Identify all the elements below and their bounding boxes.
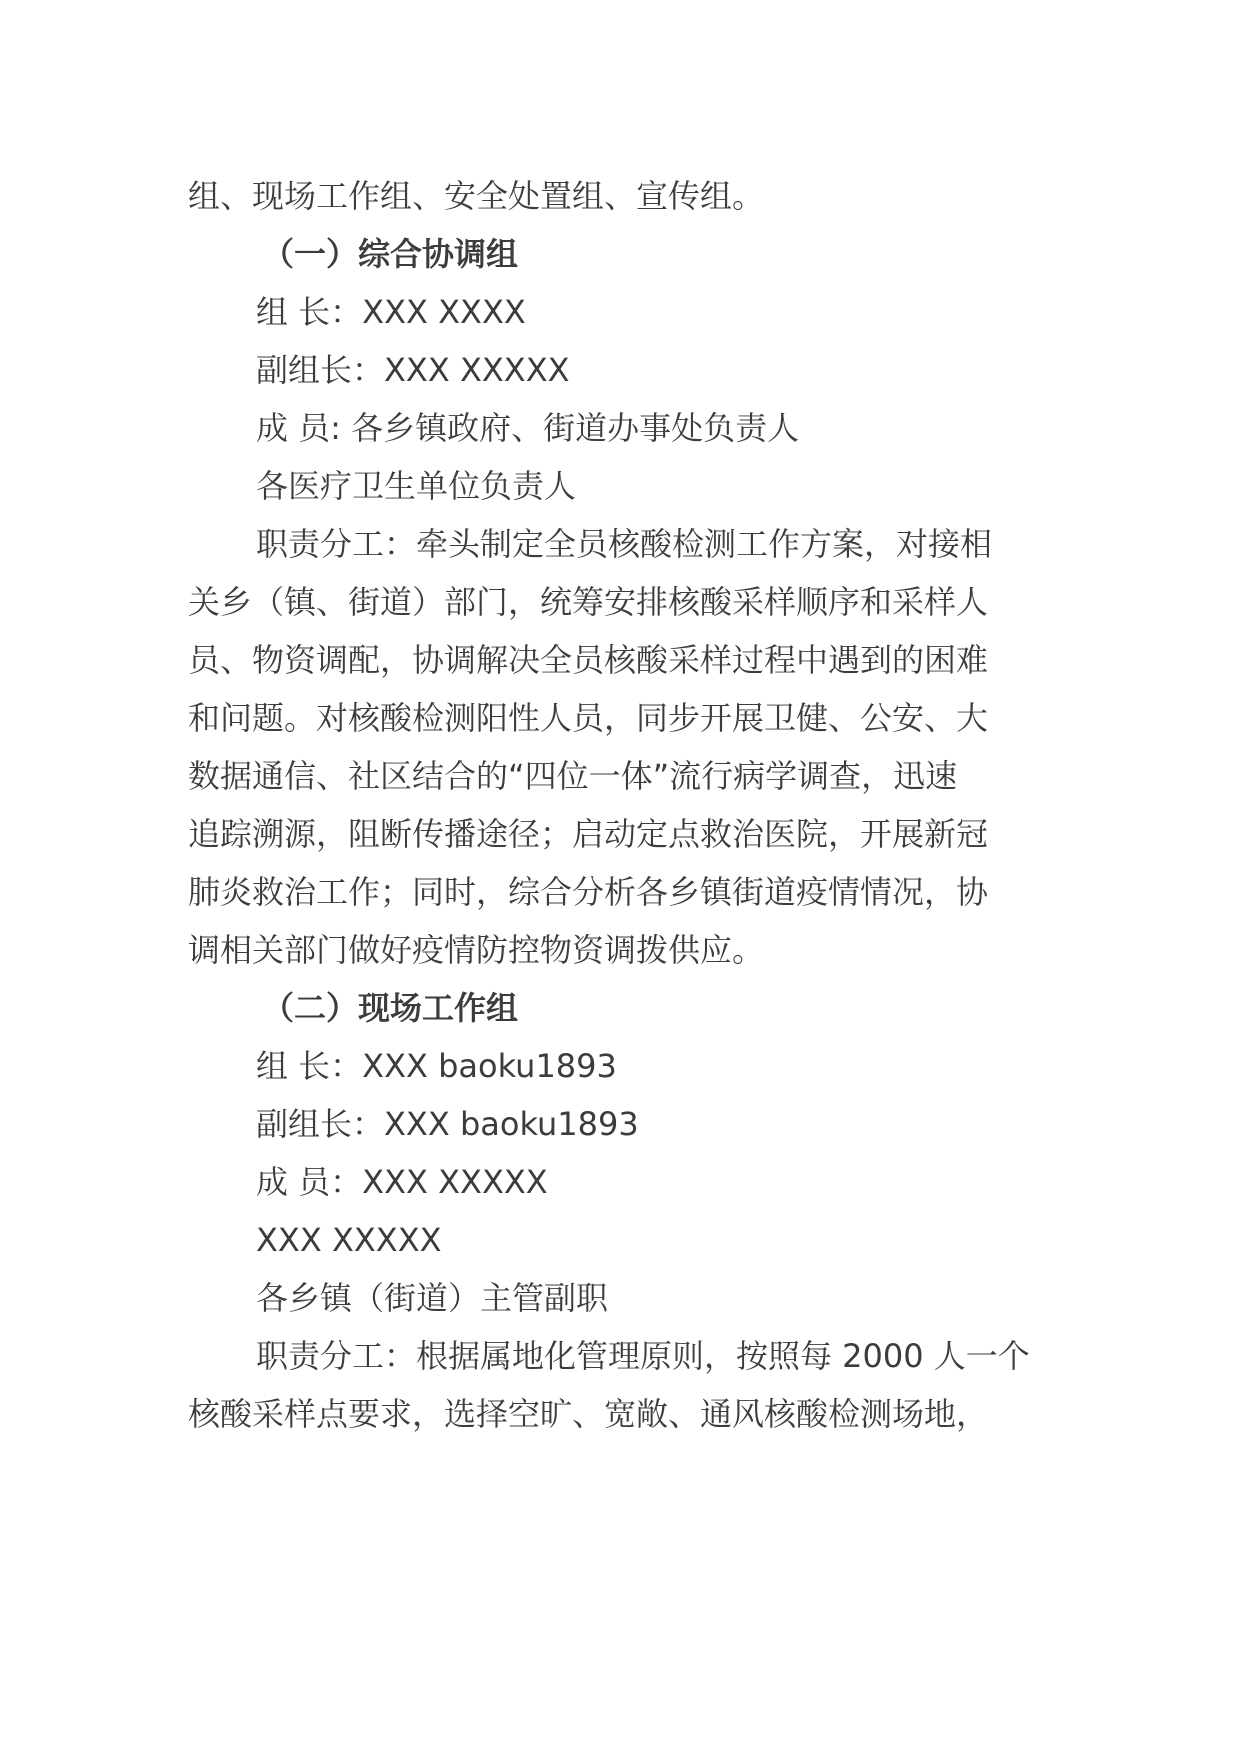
duties-line: 职责分工：根据属地化管理原则，按照每 2000 人一个 — [256, 1337, 1030, 1375]
deputy-leader-line: 副组长：XXX baoku1893 — [256, 1105, 639, 1143]
paragraph-line: 核酸采样点要求，选择空旷、宽敞、通风核酸检测场地， — [188, 1395, 989, 1433]
paragraph-line: 调相关部门做好疫情防控物资调拨供应。 — [188, 931, 765, 969]
members-line: 各乡镇（街道）主管副职 — [256, 1279, 609, 1317]
paragraph-line: 关乡（镇、街道）部门，统筹安排核酸采样顺序和采样人 — [188, 583, 989, 621]
section-heading: （二）现场工作组 — [262, 989, 519, 1027]
paragraph-line: 员、物资调配，协调解决全员核酸采样过程中遇到的困难 — [188, 641, 989, 679]
paragraph-line: 数据通信、社区结合的“四位一体”流行病学调查，迅速 — [188, 757, 958, 795]
paragraph-line: 追踪溯源，阻断传播途径；启动定点救治医院，开展新冠 — [188, 815, 989, 853]
paragraph-line: 肺炎救治工作；同时，综合分析各乡镇街道疫情情况，协 — [188, 873, 989, 911]
duties-line: 职责分工：牵头制定全员核酸检测工作方案，对接相 — [256, 525, 993, 563]
paragraph-line: 和问题。对核酸检测阳性人员，同步开展卫健、公安、大 — [188, 699, 989, 737]
section-heading: （一）综合协调组 — [262, 235, 519, 273]
team-leader-line: 组 长：XXX XXXX — [256, 293, 526, 331]
paragraph-line: 组、现场工作组、安全处置组、宣传组。 — [188, 177, 765, 215]
team-leader-line: 组 长：XXX baoku1893 — [256, 1047, 617, 1085]
members-line: 各医疗卫生单位负责人 — [256, 467, 577, 505]
members-line: 成 员: 各乡镇政府、街道办事处负责人 — [256, 409, 800, 447]
members-line: 成 员：XXX XXXXX — [256, 1163, 548, 1201]
deputy-leader-line: 副组长：XXX XXXXX — [256, 351, 570, 389]
members-line: XXX XXXXX — [256, 1221, 442, 1259]
